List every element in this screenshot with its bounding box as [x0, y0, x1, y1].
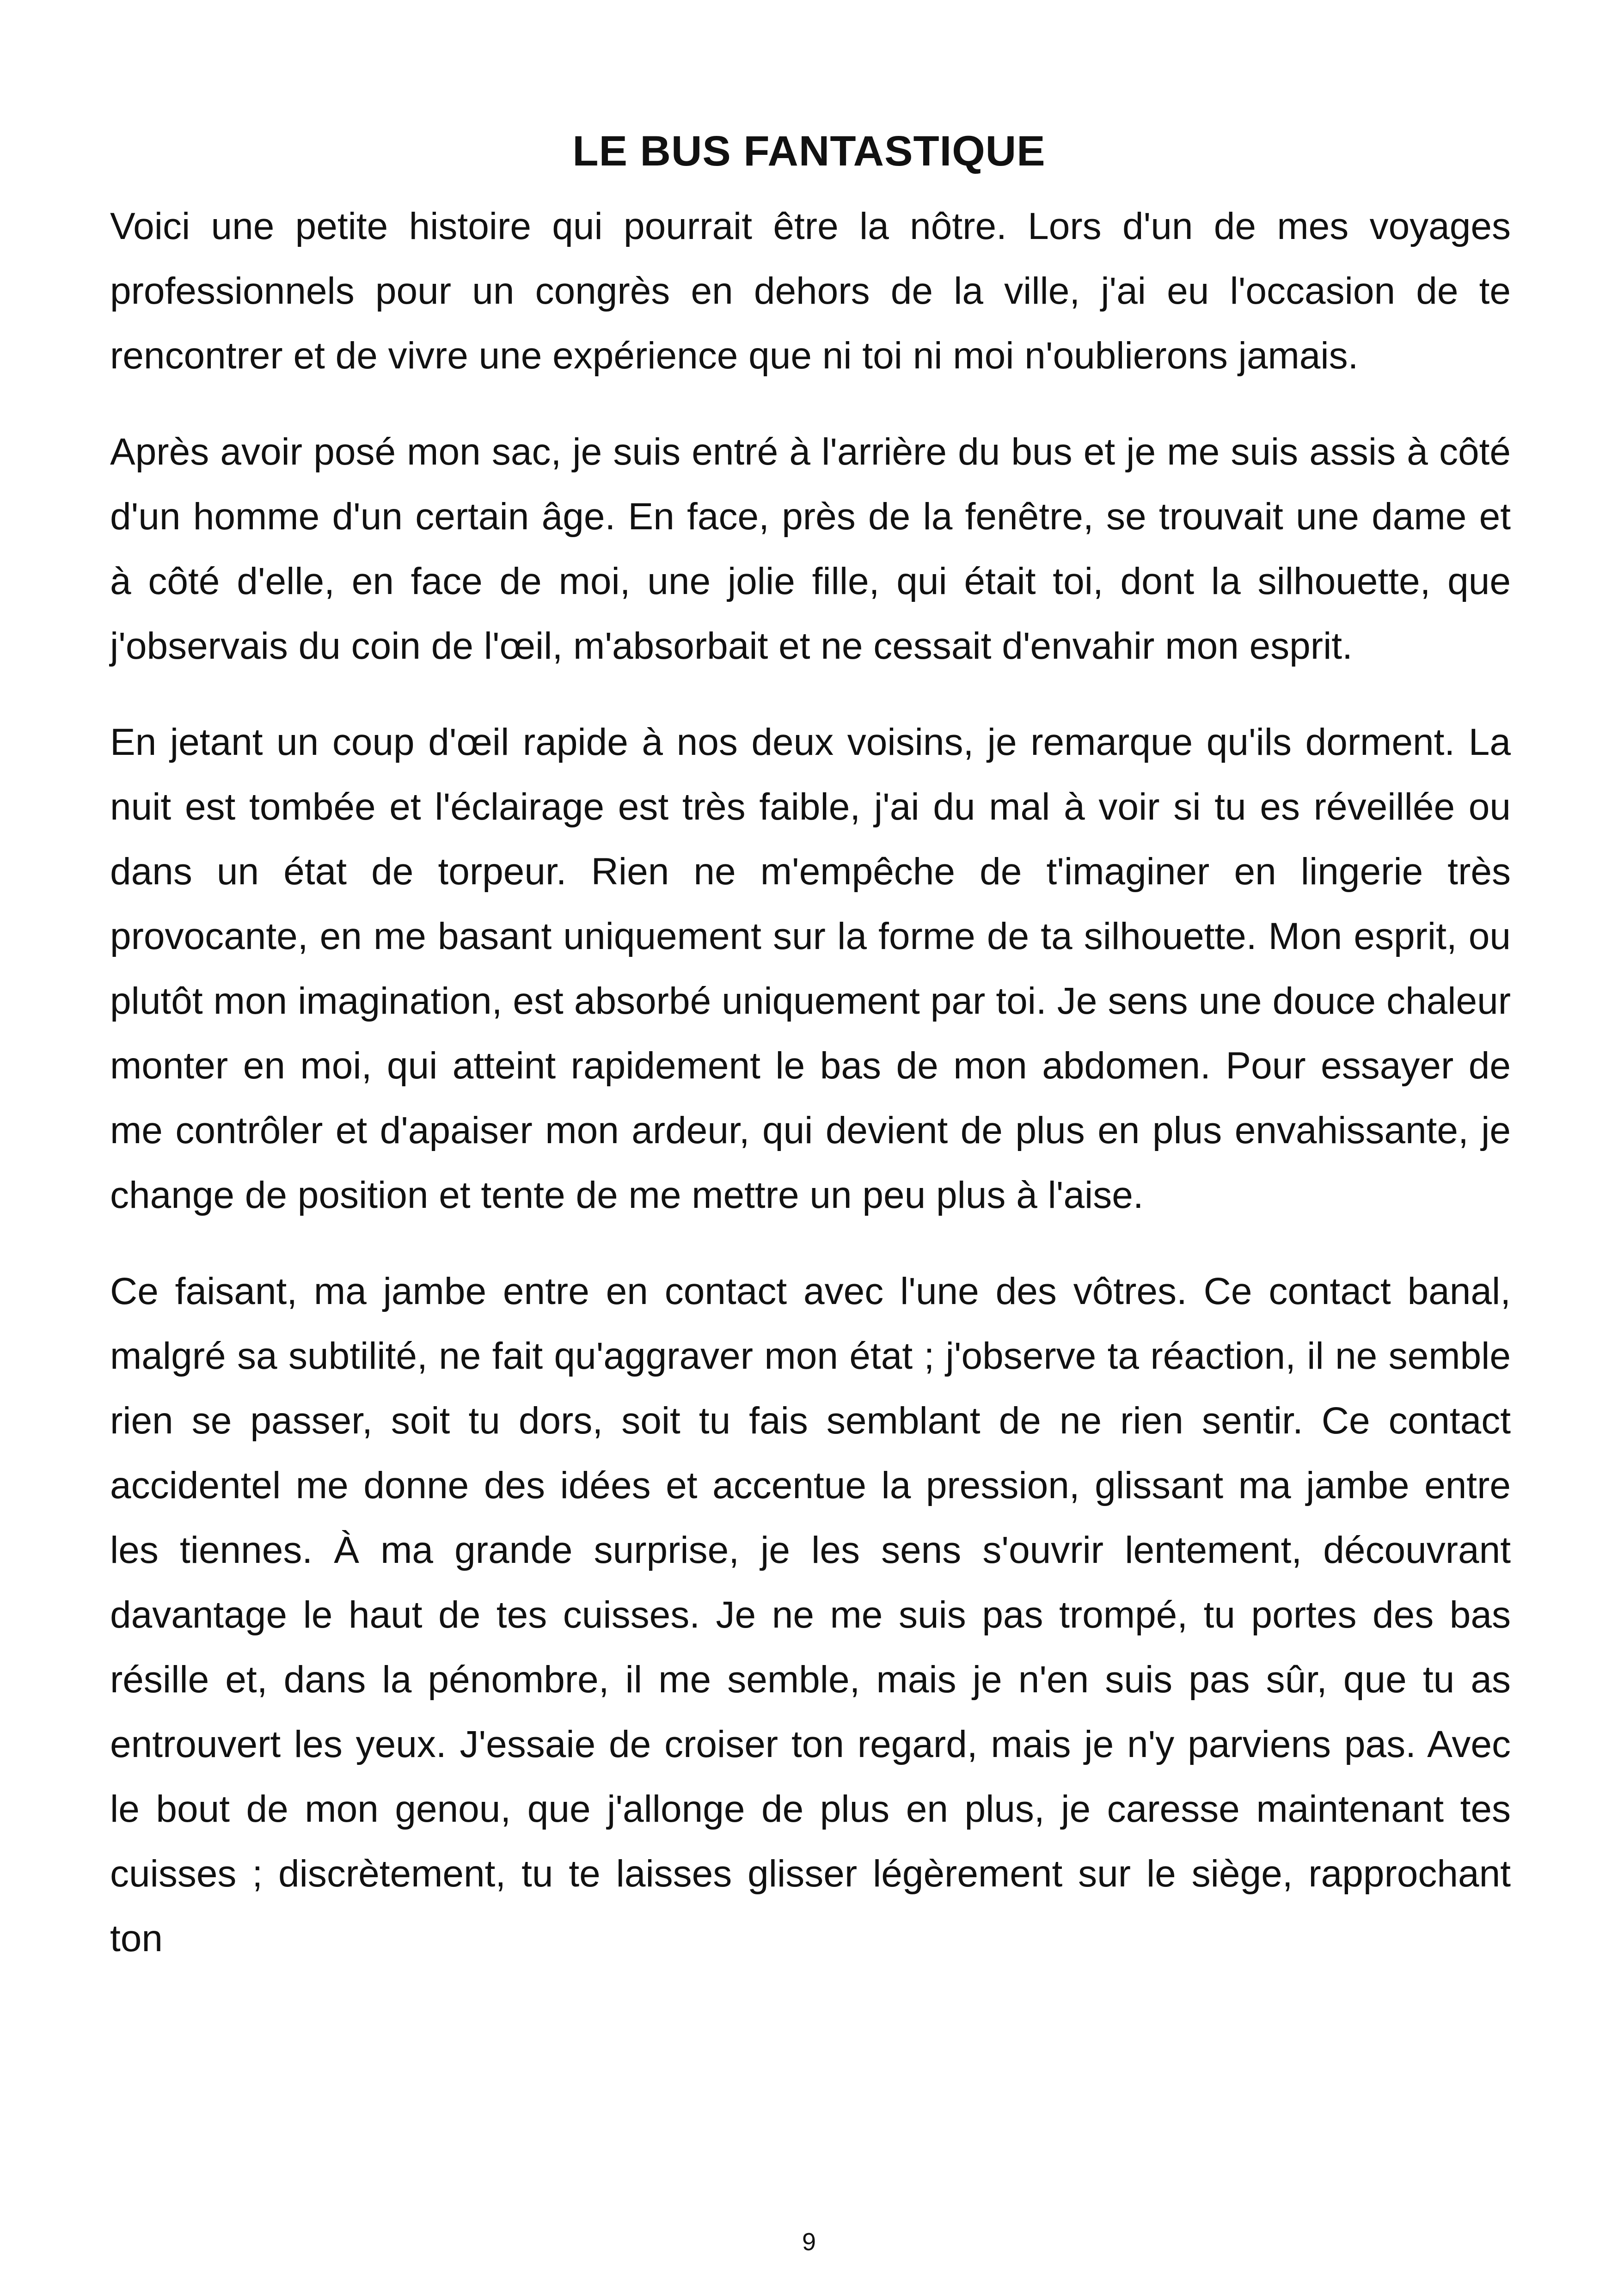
page-title: LE BUS FANTASTIQUE: [572, 127, 1046, 175]
paragraph-3: En jetant un coup d'œil rapide à nos deux voisins, je remarque qu'ils dorment. La nuit est tombée et l'éclairage est très faible, j'ai du mal à voir si tu es réveillée ou dans un état de torpeur. Rien ne m'empêche de t'imaginer en lingerie très provocante, en me basant uniquement sur la forme de ta silhouette. Mon esprit, ou plutôt mon imagination, est absorbé uniquement par toi. Je sens une douce chaleur monter en moi, qui atteint rapidement le bas de mon abdomen. Pour essayer de me contrôler et d'apaiser mon ardeur, qui devient de plus en plus envahissante, je change de position et tente de me mettre un peu plus à l'aise.: [110, 721, 1511, 1216]
paragraph-2: Après avoir posé mon sac, je suis entré à l'arrière du bus et je me suis assis à côté d'un homme d'un certain âge. En face, près de la fenêtre, se trouvait une dame et à côté d'elle, en face de moi, une jolie fille, qui était toi, dont la silhouette, que j'observais du coin de l'œil, m'absorbait et ne cessait d'envahir mon esprit.: [110, 431, 1511, 667]
paragraph-4: Ce faisant, ma jambe entre en contact avec l'une des vôtres. Ce contact banal, malgré sa subtilité, ne fait qu'aggraver mon état ; j'observe ta réaction, il ne semble rien se passer, soit tu dors, soit tu fais semblant de ne rien sentir. Ce contact accidentel me donne des idées et accentue la pression, glissant ma jambe entre les tiennes. À ma grande surprise, je les sens s'ouvrir lentement, découvrant davantage le haut de tes cuisses. Je ne me suis pas trompé, tu portes des bas résille et, dans la pénombre, il me semble, mais je n'en suis pas sûr, que tu as entrouvert les yeux. J'essaie de croiser ton regard, mais je n'y parviens pas. Avec le bout de mon genou, que j'allonge de plus en plus, je caresse maintenant tes cuisses ; discrètement, tu te laisses glisser légèrement sur le siège, rapprochant ton: [110, 1270, 1511, 1959]
paragraph-1: Voici une petite histoire qui pourrait être la nôtre. Lors d'un de mes voyages professionnels pour un congrès en dehors de la ville, j'ai eu l'occasion de te rencontrer et de vivre une expérience que ni toi ni moi n'oublierons jamais.: [110, 205, 1511, 377]
page-number: 9: [802, 2228, 816, 2256]
body-text: [110, 194, 1511, 2002]
